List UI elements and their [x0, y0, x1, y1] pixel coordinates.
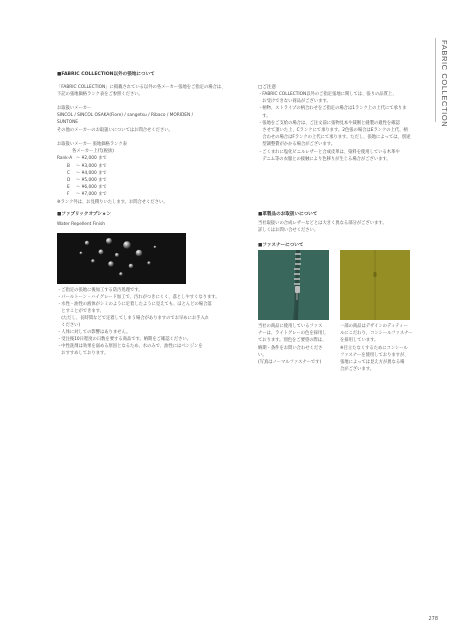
rank-row	[57, 155, 168, 162]
rank-label: E	[67, 185, 70, 191]
fabric-option-list	[57, 287, 220, 357]
leather-line: 当社取扱いの合成レザーなどとは大きく異なる部分がございます。	[258, 221, 387, 226]
leather-line: 詳しくはお問い合せください。	[258, 228, 319, 234]
fabric-option-line: ・ご指定の張地に後加工する防汚処理です。	[57, 288, 143, 293]
fabric-option-line: ・受注後10日程度の日数を要する商品です。納期をご確認ください。	[57, 337, 192, 342]
caption-line: ております。別色をご要望の際は、	[258, 338, 327, 344]
caption-line: 張地によっては見え方が異なる場	[340, 360, 405, 366]
caption-line: ※目立たなくするためにコンシール	[340, 345, 408, 351]
caption-line: 一部の商品はデザインのディティー	[340, 324, 408, 329]
rank-label: B	[67, 163, 70, 169]
other-fabric-intro	[57, 84, 225, 98]
rank-value: 〜 ¥5,000 まで	[76, 178, 107, 184]
notice-list	[258, 91, 410, 163]
water-repellent-photo	[57, 233, 186, 284]
fabric-option-heading: ■ファブリックオプション	[57, 212, 111, 217]
leather-text	[258, 220, 387, 234]
fabric-option-line: ください)	[57, 323, 81, 328]
other-fabric-heading: ■FABRIC COLLECTION以外の張地について	[57, 72, 155, 77]
page-number: 278	[428, 616, 438, 622]
makers-title: お取扱いメーカー	[57, 106, 92, 111]
caption-line: ファスナーを使用しておりますが、	[340, 352, 409, 358]
rank-row	[57, 191, 168, 198]
rank-label: F	[67, 192, 70, 198]
rank-label: Rank-A	[57, 156, 73, 162]
rank-value: 〜 ¥2,000 まで	[76, 156, 107, 162]
rank-row	[57, 170, 168, 177]
caption-line: 納期・条件をお問い合わせくださ	[258, 345, 323, 351]
intro-line: 「FABRIC COLLECTION」に掲載されている以外の各メーカー張地をご指定の場合は、	[57, 85, 226, 90]
normal-fastener-caption	[258, 323, 327, 366]
leather-heading: ■革製品のお取扱いについて	[258, 212, 318, 217]
rank-label: D	[67, 178, 71, 184]
caption-line: ナーは、ライトグレーの色を採用し	[258, 331, 327, 337]
notice-line: ・張地をご支給の場合は、ご注文前に張物見本や裁断と縫製の適性を確認	[258, 120, 400, 126]
notice-line: デニム等の衣服との接触により色移りが生じる場合がございます。	[258, 156, 391, 162]
intro-line: 下記の張地価格ランク表をご参照ください。	[57, 92, 143, 98]
notice-line: ・FABRIC COLLECTION以外のご指定張地に関しては、張りの品質上、	[258, 92, 397, 97]
rank-value: 〜 ¥4,000 まで	[76, 170, 107, 176]
notice-heading: □ご注意	[258, 85, 277, 90]
fabric-option-line: ・パールトーン・ハイグレード加工で、汚れがつきにくく、落としやすくなります。	[57, 295, 220, 300]
notice-line: 合わせの場合はFランクの上代にて承ります。ただし、張地によっては、別途	[258, 135, 411, 141]
makers-line: SINCOL / SINCOL OSAKA(Fiore) / sangetsu / Ribaco / MORIDEN /	[57, 113, 194, 119]
notice-line: お受けできない商品がございます。	[258, 99, 331, 105]
rank-subtitle: 各メーカー上代(税抜)	[72, 149, 114, 155]
rank-value: 〜 ¥3,000 まで	[76, 163, 107, 169]
rank-value: 〜 ¥7,000 まで	[76, 192, 107, 198]
fabric-option-line: ・人体に対しての影響はありません。	[57, 330, 131, 335]
fabric-option-line: とすことができます。	[57, 309, 104, 314]
caption-line: い。	[258, 352, 267, 358]
rank-title: お取扱いメーカー 張地価格ランク表	[57, 142, 127, 147]
rank-row	[57, 163, 168, 170]
notice-line: 型調整費がかかる場合がございます。	[258, 142, 335, 148]
concealed-fastener-caption	[340, 323, 413, 373]
notice-line: ・柄物、ストライプの柄合わせをご指定の場合は1ランク上の上代にて承りま	[258, 106, 407, 112]
notice-line: させて頂いた上、Cランクにて承ります。2色張の場合はEランクの上代、柄	[258, 128, 408, 134]
rank-row	[57, 177, 168, 184]
fabric-option-line: ・水性・油性の液体がシミのように定着したように見えても、ほとんどの場合落	[57, 302, 212, 307]
caption-line: ルにこだわり、コンシールファスナー	[340, 331, 413, 337]
caption-line: (写真はノーマルファスナーです)	[258, 360, 322, 366]
caption-line: 合がございます。	[340, 367, 375, 373]
rank-row	[57, 184, 168, 191]
notice-line: ・ごくまれに塩化ビニルレザーと合成皮革は、染料を使用している木革や	[258, 149, 400, 155]
fastener-heading: ■ファスナーについて	[258, 243, 304, 248]
side-tab	[435, 38, 450, 128]
normal-fastener-photo	[258, 250, 329, 320]
rank-value: 〜 ¥6,000 まで	[76, 185, 107, 191]
side-tab-label: FABRIC COLLECTION	[440, 40, 449, 128]
rank-note: ※ランク外は、お見積りいたします。お問合せください。	[57, 199, 168, 205]
makers-line: その他のメーカーのお取扱いについてはお問合せください。	[57, 127, 173, 133]
rank-table	[57, 141, 168, 206]
makers-line: SUNTONE	[57, 120, 79, 126]
concealed-fastener-photo	[340, 250, 410, 320]
caption-line: を採用しています。	[340, 338, 379, 344]
fabric-option-line: おすすめしております。	[57, 351, 109, 356]
rank-label: C	[67, 170, 71, 176]
caption-line: 当社の商品に使用しているファス	[258, 324, 323, 329]
fabric-option-line: (ただし、長時間などで定着してしまう場合がありますのでお早めにお手入れ	[57, 316, 210, 321]
makers-block	[57, 105, 193, 134]
notice-line: す。	[258, 113, 271, 119]
fabric-option-name: Water Repellent Finish	[57, 222, 105, 227]
fabric-option-line: ・中性洗剤は効果を弱める原因となるため、水のみで、油性にはベンジンを	[57, 344, 203, 349]
